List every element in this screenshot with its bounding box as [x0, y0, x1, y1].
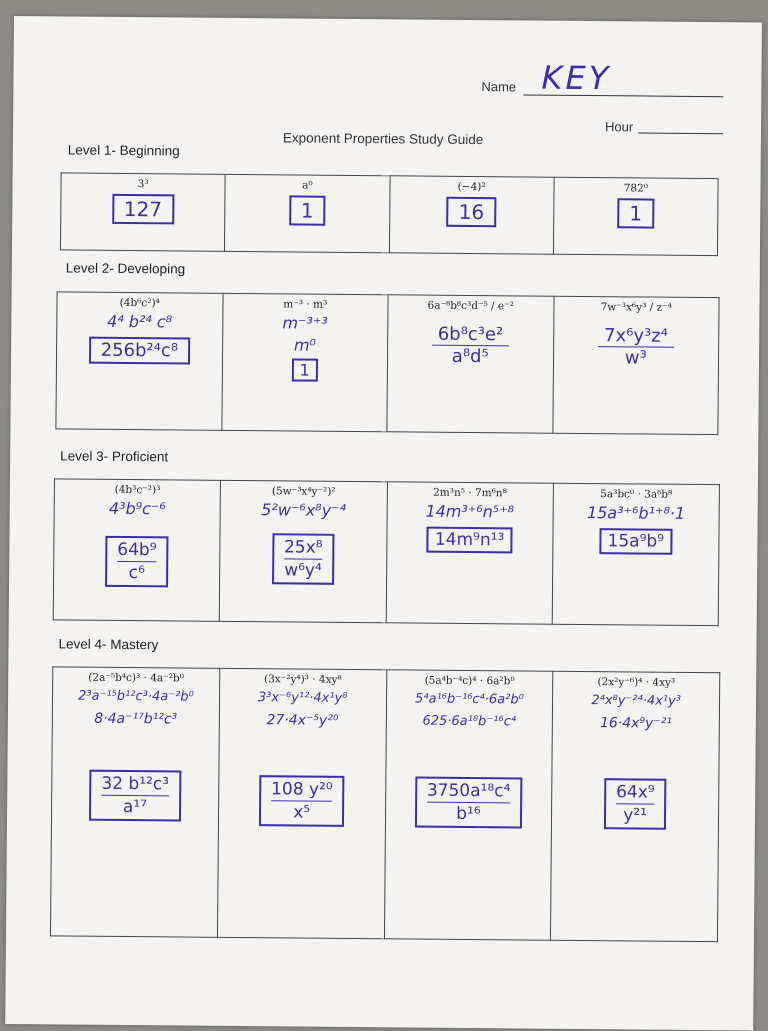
level-2-table [55, 291, 719, 435]
answer-numerator: 3750a¹⁸c⁴ [426, 780, 511, 802]
answer-denominator: a⁸d⁵ [451, 345, 489, 368]
answer-denominator: y²¹ [623, 805, 648, 826]
level-4-table [50, 666, 720, 942]
work-step: m⁰ [293, 335, 316, 355]
problem-expr: (−4)² [457, 180, 486, 194]
problem-expr: (4b⁶c²)⁴ [119, 296, 160, 310]
answer-denominator: c⁶ [128, 563, 145, 584]
answer-numerator: 64b⁹ [117, 539, 157, 561]
page-title: Exponent Properties Study Guide [282, 130, 484, 148]
work-step: 4⁴ b²⁴ c⁸ [107, 311, 173, 332]
answer-fraction [272, 533, 335, 585]
hour-label: Hour [604, 119, 634, 135]
work-step: m⁻³⁺³ [282, 313, 328, 333]
answer-box: 256b²⁴c⁸ [89, 337, 191, 365]
level-2-cell [387, 295, 554, 433]
work-step: 2⁴x⁸y⁻²⁴·4x¹y³ [591, 693, 682, 709]
answer-box: 16 [447, 197, 497, 227]
problem-expr: (2x²y⁻⁶)⁴ · 4xy³ [597, 676, 676, 689]
answer-fraction [259, 775, 345, 827]
work-step: 8·4a⁻¹⁷b¹²c³ [94, 710, 178, 728]
answer-fraction [105, 536, 169, 588]
work-step: 27·4x⁻⁵y²⁰ [266, 712, 339, 729]
work-step: 14m³⁺⁶n⁵⁺⁸ [425, 501, 515, 522]
problem-expr: (5w⁻³x⁴y⁻²)² [271, 485, 336, 498]
answer-fraction [598, 325, 674, 369]
work-step: 5⁴a¹⁶b⁻¹⁶c⁴·6a²b⁰ [414, 691, 524, 708]
work-step: 3³x⁻⁶y¹²·4x¹y⁸ [257, 690, 348, 706]
work-step: 625·6a¹⁸b⁻¹⁶c⁴ [422, 713, 517, 730]
level-4-cell [384, 670, 553, 940]
level-2-label: Level 2- Developing [65, 260, 186, 277]
answer-numerator: 32 b¹²c³ [101, 773, 170, 795]
level-1-table [60, 172, 719, 256]
work-step: 5²w⁻⁶x⁸y⁻⁴ [261, 500, 347, 520]
answer-denominator: w⁶y⁴ [284, 560, 322, 581]
problem-expr: (5a⁴b⁻⁴c)⁴ · 6a²b⁰ [424, 674, 515, 688]
name-value: KEY [541, 58, 612, 98]
work-step: 2³a⁻¹⁵b¹²c³·4a⁻²b⁰ [78, 688, 194, 705]
work-step: 4³b⁹c⁻⁶ [108, 498, 166, 519]
answer-fraction [89, 770, 181, 822]
problem-expr: 7w⁻³x⁶y³ / z⁻⁴ [600, 301, 672, 314]
level-4-cell [217, 668, 386, 938]
answer-box: 127 [112, 194, 174, 225]
level-1-cell [225, 174, 390, 252]
answer-box: 14m⁹n¹³ [427, 527, 513, 554]
problem-expr: 782⁰ [623, 182, 649, 195]
level-3-cell [386, 482, 553, 624]
answer-box: 15a⁹b⁹ [599, 528, 672, 555]
problem-expr: 3³ [137, 178, 149, 191]
level-2-cell [56, 292, 223, 430]
answer-box: 1 [617, 198, 654, 228]
level-2-cell [552, 296, 719, 434]
level-3-cell [219, 480, 386, 622]
problem-expr: 5a³bc⁰ · 3a⁶b⁸ [600, 488, 673, 501]
problem-expr: m⁻³ · m³ [283, 298, 328, 311]
problem-expr: 2m³n⁵ · 7m⁶n⁸ [433, 486, 507, 500]
work-step: 16·4x⁹y⁻²¹ [599, 715, 673, 732]
problem-expr: (2a⁻⁵b⁴c)³ · 4a⁻²b⁰ [88, 671, 184, 685]
level-1-cell [389, 176, 554, 254]
level-1-label: Level 1- Beginning [67, 142, 180, 159]
work-step: 15a³⁺⁶b¹⁺⁸·1 [586, 503, 686, 523]
answer-fraction [415, 777, 523, 829]
level-1-cell [60, 173, 225, 251]
problem-expr: (4b³c⁻²)³ [114, 483, 161, 497]
level-4-cell [551, 671, 720, 941]
hour-line [638, 132, 723, 134]
answer-box: 1 [291, 358, 317, 381]
answer-numerator: 108 y²⁰ [271, 779, 333, 800]
answer-numerator: 64x⁹ [616, 782, 655, 803]
worksheet-page [5, 16, 762, 1030]
level-3-cell [53, 479, 220, 621]
level-2-cell [221, 293, 388, 431]
answer-numerator: 25x⁸ [283, 537, 323, 558]
level-4-cell [50, 667, 219, 937]
answer-denominator: x⁵ [293, 802, 311, 823]
level-3-label: Level 3- Proficient [60, 448, 169, 465]
name-label: Name [481, 79, 517, 95]
answer-denominator: w³ [624, 347, 647, 369]
problem-expr: 6a⁻⁸b⁸c³d⁻⁵ / e⁻² [427, 299, 514, 313]
level-4-label: Level 4- Mastery [58, 636, 159, 653]
level-3-table [53, 478, 720, 626]
answer-numerator: 7x⁶y³z⁴ [598, 325, 674, 348]
problem-expr: (3x⁻²y⁴)³ · 4xy⁸ [263, 673, 342, 686]
answer-fraction [604, 778, 667, 830]
level-3-cell [552, 483, 719, 625]
problem-expr: a⁰ [302, 179, 313, 192]
answer-box: 1 [289, 195, 326, 225]
answer-numerator: 6b⁸c³e² [432, 324, 510, 347]
answer-denominator: b¹⁶ [456, 803, 481, 825]
answer-fraction [431, 324, 509, 368]
answer-denominator: a¹⁷ [122, 796, 148, 818]
level-1-cell [553, 177, 718, 255]
